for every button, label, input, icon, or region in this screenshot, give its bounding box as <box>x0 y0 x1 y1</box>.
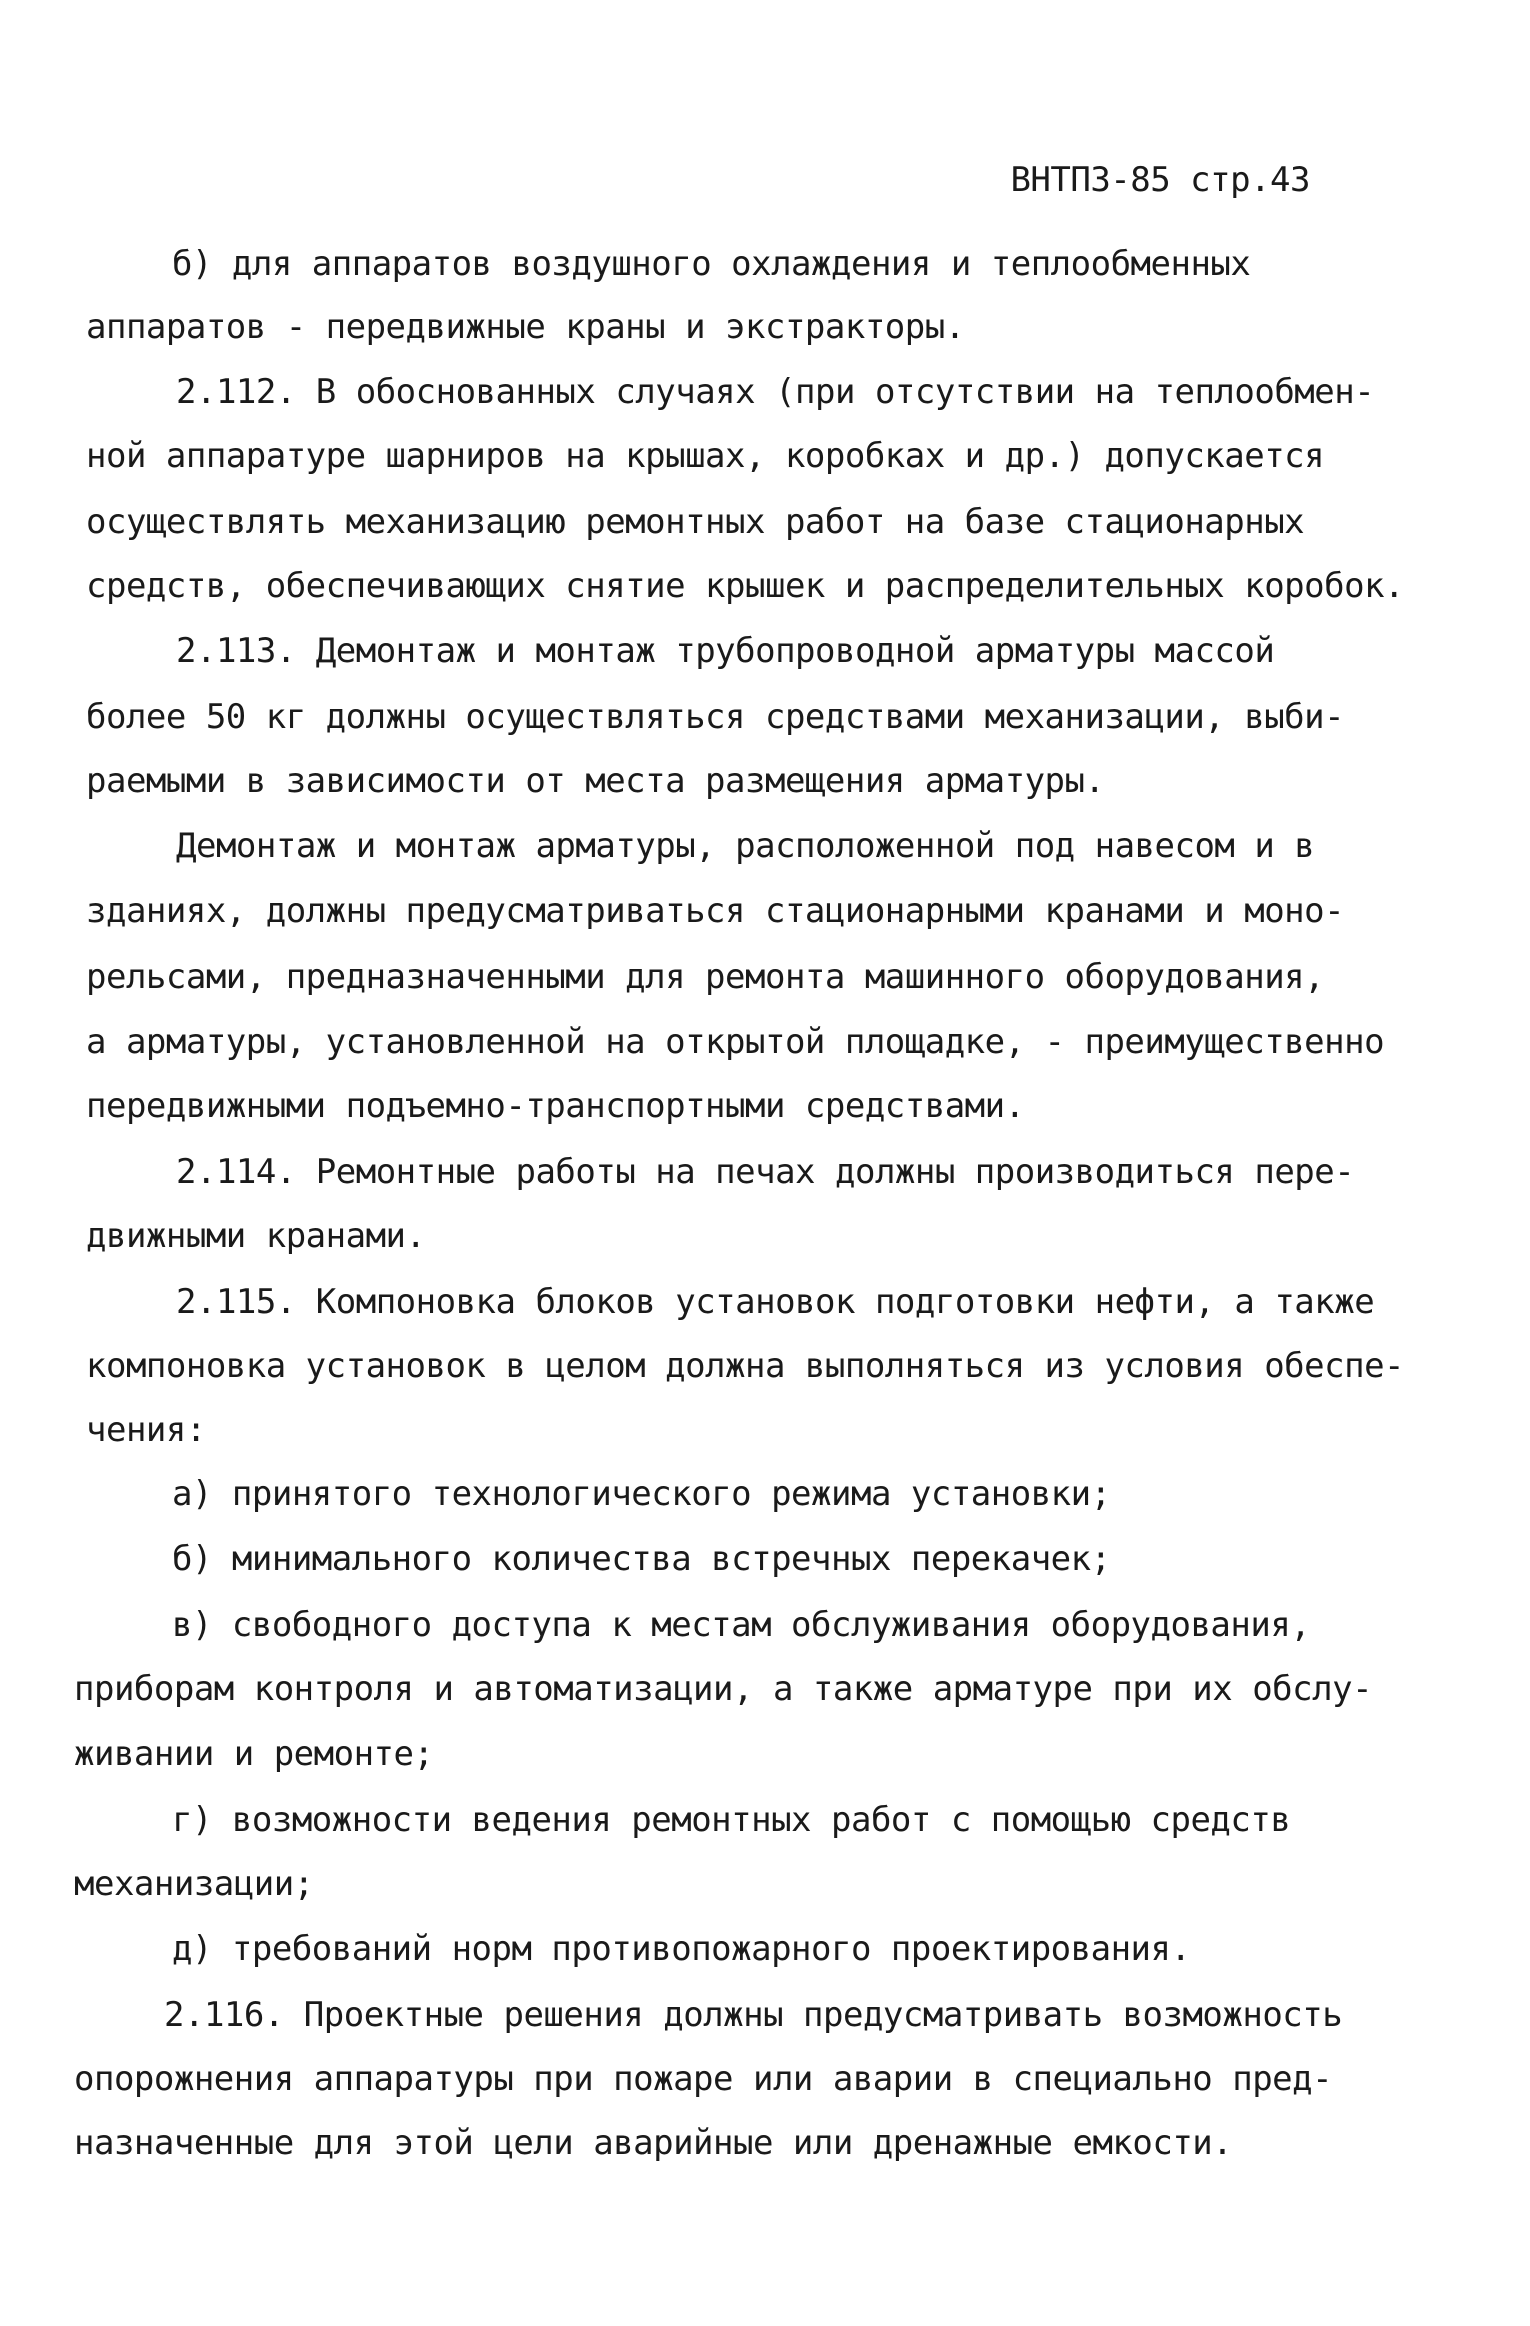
text-line: раемыми в зависимости от места размещения арматуры. <box>86 761 1105 801</box>
text-line: д) требований норм противопожарного проектирования. <box>172 1929 1191 1969</box>
text-line: а арматуры, установленной на открытой площадке, - преимущественно <box>86 1022 1385 1062</box>
text-line: передвижными подъемно-транспортными средствами. <box>86 1086 1025 1126</box>
text-line: средств, обеспечивающих снятие крышек и распределительных коробок. <box>86 566 1405 606</box>
page-header: ВНТПЗ-85 стр.43 <box>1010 160 1310 200</box>
text-line: рельсами, предназначенными для ремонта машинного оборудования, <box>86 957 1325 997</box>
text-line: 2.112. В обоснованных случаях (при отсутствии на теплообмен- <box>176 372 1375 412</box>
text-line: б) для аппаратов воздушного охлаждения и теплообменных <box>172 244 1251 284</box>
text-line: назначенные для этой цели аварийные или дренажные емкости. <box>74 2123 1233 2163</box>
text-line: осуществлять механизацию ремонтных работ на базе стационарных <box>86 502 1305 542</box>
text-line: 2.115. Компоновка блоков установок подготовки нефти, а также <box>176 1282 1375 1322</box>
text-line: движными кранами. <box>86 1216 426 1256</box>
text-line: 2.116. Проектные решения должны предусматривать возможность <box>164 1995 1343 2035</box>
text-line: более 50 кг должны осуществляться средствами механизации, выби- <box>86 697 1345 737</box>
text-line: г) возможности ведения ремонтных работ с помощью средств <box>172 1800 1291 1840</box>
text-line: а) принятого технологического режима установки; <box>172 1474 1111 1514</box>
text-line: чения: <box>86 1410 206 1450</box>
text-line: аппаратов - передвижные краны и экстракторы. <box>86 307 965 347</box>
text-line: 2.113. Демонтаж и монтаж трубопроводной арматуры массой <box>176 631 1275 671</box>
text-line: компоновка установок в целом должна выполняться из условия обеспе- <box>86 1346 1405 1386</box>
text-line: приборам контроля и автоматизации, а также арматуре при их обслу- <box>74 1669 1373 1709</box>
text-line: б) минимального количества встречных перекачек; <box>172 1539 1111 1579</box>
text-line: механизации; <box>74 1864 314 1904</box>
text-line: зданиях, должны предусматриваться стационарными кранами и моно- <box>86 891 1345 931</box>
text-line: ной аппаратуре шарниров на крышах, коробках и др.) допускается <box>86 436 1325 476</box>
text-line: 2.114. Ремонтные работы на печах должны производиться пере- <box>176 1152 1355 1192</box>
text-line: в) свободного доступа к местам обслуживания оборудования, <box>172 1605 1311 1645</box>
text-line: опорожнения аппаратуры при пожаре или аварии в специально пред- <box>74 2059 1333 2099</box>
text-line: Демонтаж и монтаж арматуры, расположенной под навесом и в <box>176 826 1315 866</box>
text-line: живании и ремонте; <box>74 1734 434 1774</box>
